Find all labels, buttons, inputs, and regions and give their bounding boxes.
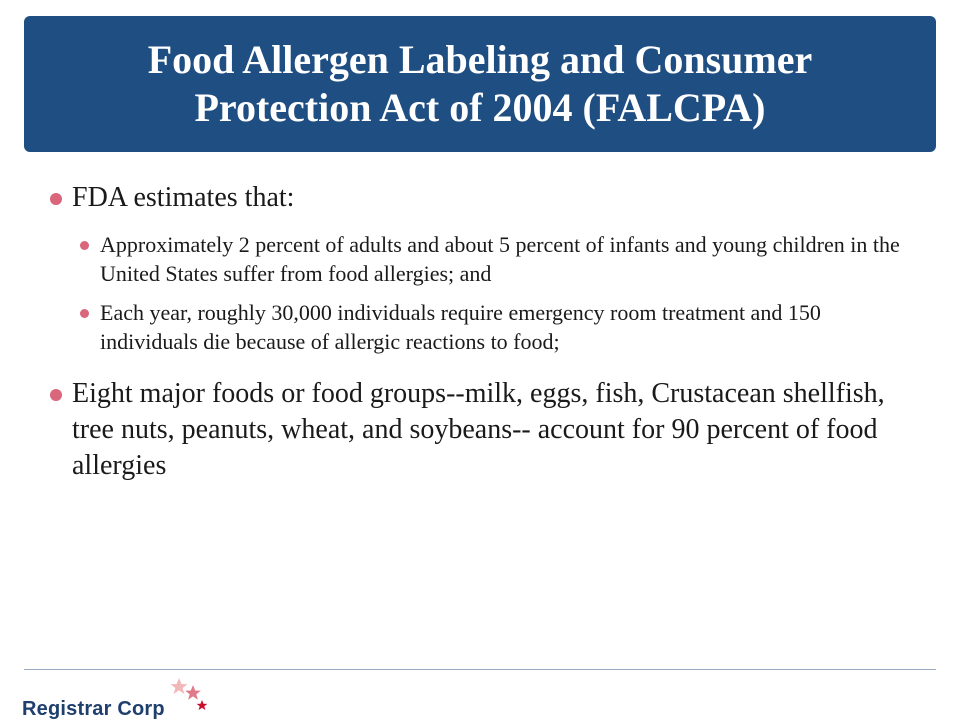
sub-bullet-emergency-treatment — [78, 298, 918, 356]
registrar-corp-logo — [22, 676, 242, 720]
logo-text: Registrar Corp — [22, 698, 165, 720]
slide-content — [48, 176, 918, 484]
footer-divider — [24, 669, 936, 670]
slide-title-line-2: Protection Act of 2004 (FALCPA) — [194, 85, 766, 130]
bullet-dot-icon — [50, 389, 62, 401]
slide-title — [148, 36, 813, 132]
slide-title-line-1: Food Allergen Labeling and Consumer — [147, 37, 813, 82]
stars-icon — [162, 676, 222, 716]
bullet-dot-icon — [50, 193, 62, 205]
bullet-dot-icon — [80, 241, 89, 250]
bullet-text: Eight major foods or food groups--milk, eggs, fish, Crustacean shellfish, tree nuts, peanuts, wheat, and soybeans-- account for 90 percent of food allergies — [72, 378, 885, 481]
bullet-text: Approximately 2 percent of adults and about 5 percent of infants and young children in the United States suffer from food allergies; and — [100, 232, 900, 286]
bullet-dot-icon — [80, 309, 89, 318]
title-banner — [24, 16, 936, 152]
bullet-text: Each year, roughly 30,000 individuals require emergency room treatment and 150 individuals die because of allergic reactions to food; — [100, 300, 821, 354]
bullet-text: FDA estimates that: — [72, 182, 295, 213]
sub-bullet-allergy-prevalence — [78, 230, 918, 288]
bullet-fda-estimates — [48, 180, 918, 216]
bullet-eight-major-foods — [48, 376, 918, 484]
